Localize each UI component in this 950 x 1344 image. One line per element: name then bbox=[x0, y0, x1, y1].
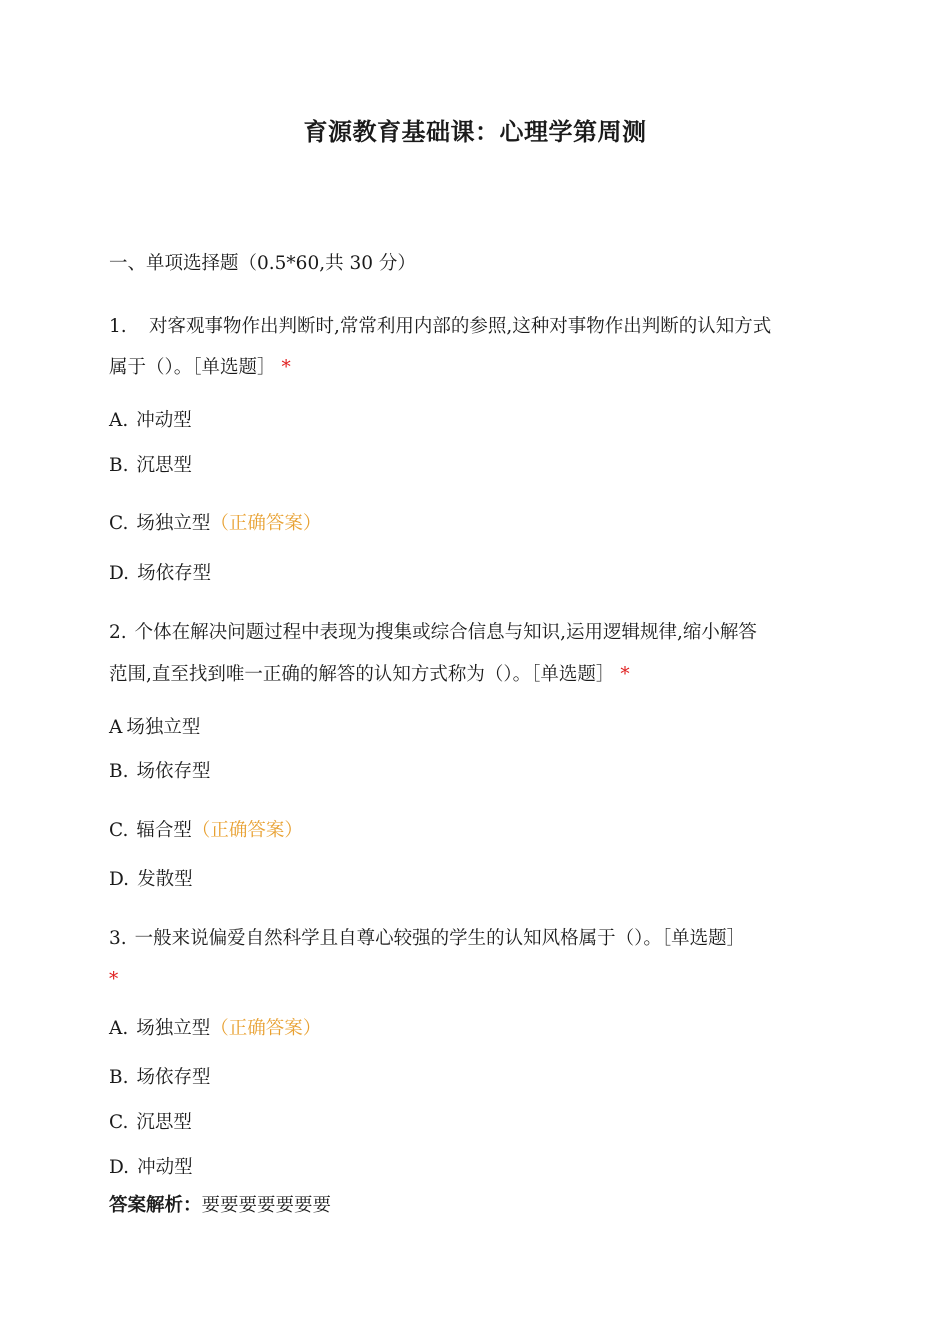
option-text: 场依存型 bbox=[136, 761, 211, 782]
option-label: B. bbox=[109, 455, 129, 476]
option-label: D. bbox=[109, 869, 130, 890]
q2-option-a[interactable] bbox=[109, 714, 839, 742]
option-label: C. bbox=[109, 1112, 129, 1133]
question-number: 2. bbox=[109, 622, 127, 643]
section-heading: 一、单项选择题（0.5*60,共 30 分） bbox=[109, 253, 416, 274]
required-mark: * bbox=[620, 664, 630, 685]
option-text: 沉思型 bbox=[136, 455, 192, 476]
option-text: 场独立型 bbox=[136, 1018, 211, 1039]
q2-option-b[interactable] bbox=[109, 758, 839, 786]
option-text: 冲动型 bbox=[136, 410, 192, 431]
option-text: 场独立型 bbox=[126, 717, 201, 738]
document-title: 育源教育基础课：心理学第周测 bbox=[303, 118, 647, 146]
option-label: C. bbox=[109, 513, 129, 534]
option-text: 场依存型 bbox=[137, 563, 212, 584]
q3-option-d[interactable] bbox=[109, 1154, 839, 1182]
question-number: 1. bbox=[109, 316, 127, 337]
question-text: 个体在解决问题过程中表现为搜集或综合信息与知识,运用逻辑规律,缩小解答 bbox=[134, 622, 757, 643]
question-3-text bbox=[109, 925, 839, 953]
option-text: 沉思型 bbox=[136, 1112, 192, 1133]
question-text: 范围,直至找到唯一正确的解答的认知方式称为（）。［单选题］ bbox=[109, 664, 615, 685]
q2-option-c[interactable] bbox=[109, 817, 839, 845]
q1-option-c[interactable] bbox=[109, 510, 839, 538]
analysis-label: 答案解析： bbox=[109, 1195, 202, 1216]
question-number: 3. bbox=[109, 928, 127, 949]
option-label: A. bbox=[109, 410, 129, 431]
q3-option-a[interactable] bbox=[109, 1015, 839, 1043]
question-3-required-line bbox=[109, 966, 839, 994]
question-1-text bbox=[109, 313, 839, 341]
q1-option-a[interactable] bbox=[109, 407, 839, 435]
option-label: B. bbox=[109, 1067, 129, 1088]
option-text: 场依存型 bbox=[136, 1067, 211, 1088]
analysis-text: 要要要要要要要 bbox=[201, 1195, 332, 1216]
question-text: 对客观事物作出判断时,常常利用内部的参照,这种对事物作出判断的认知方式 bbox=[149, 316, 772, 337]
q2-option-d[interactable] bbox=[109, 866, 839, 894]
option-label: A. bbox=[109, 1018, 129, 1039]
question-text: 一般来说偏爱自然科学且自尊心较强的学生的认知风格属于（）。［单选题］ bbox=[134, 928, 746, 949]
question-2-text bbox=[109, 619, 839, 647]
question-text: 属于（）。［单选题］ bbox=[109, 357, 276, 378]
option-text: 辐合型 bbox=[136, 820, 192, 841]
q3-option-b[interactable] bbox=[109, 1064, 839, 1092]
option-label: C. bbox=[109, 820, 129, 841]
option-text: 场独立型 bbox=[136, 513, 211, 534]
option-label: D. bbox=[109, 1157, 130, 1178]
question-2-text-cont bbox=[109, 661, 839, 689]
option-label: A bbox=[109, 717, 123, 738]
answer-analysis bbox=[109, 1192, 839, 1220]
q3-option-c[interactable] bbox=[109, 1109, 839, 1137]
q1-option-d[interactable] bbox=[109, 560, 839, 588]
required-mark: * bbox=[281, 357, 291, 378]
correct-answer-mark: （正确答案） bbox=[210, 513, 322, 534]
option-text: 冲动型 bbox=[137, 1157, 193, 1178]
correct-answer-mark: （正确答案） bbox=[210, 1018, 322, 1039]
required-mark: * bbox=[109, 969, 119, 990]
option-label: B. bbox=[109, 761, 129, 782]
q1-option-b[interactable] bbox=[109, 452, 839, 480]
option-text: 发散型 bbox=[137, 869, 193, 890]
question-1-text-cont bbox=[109, 354, 839, 382]
option-label: D. bbox=[109, 563, 130, 584]
correct-answer-mark: （正确答案） bbox=[191, 820, 303, 841]
